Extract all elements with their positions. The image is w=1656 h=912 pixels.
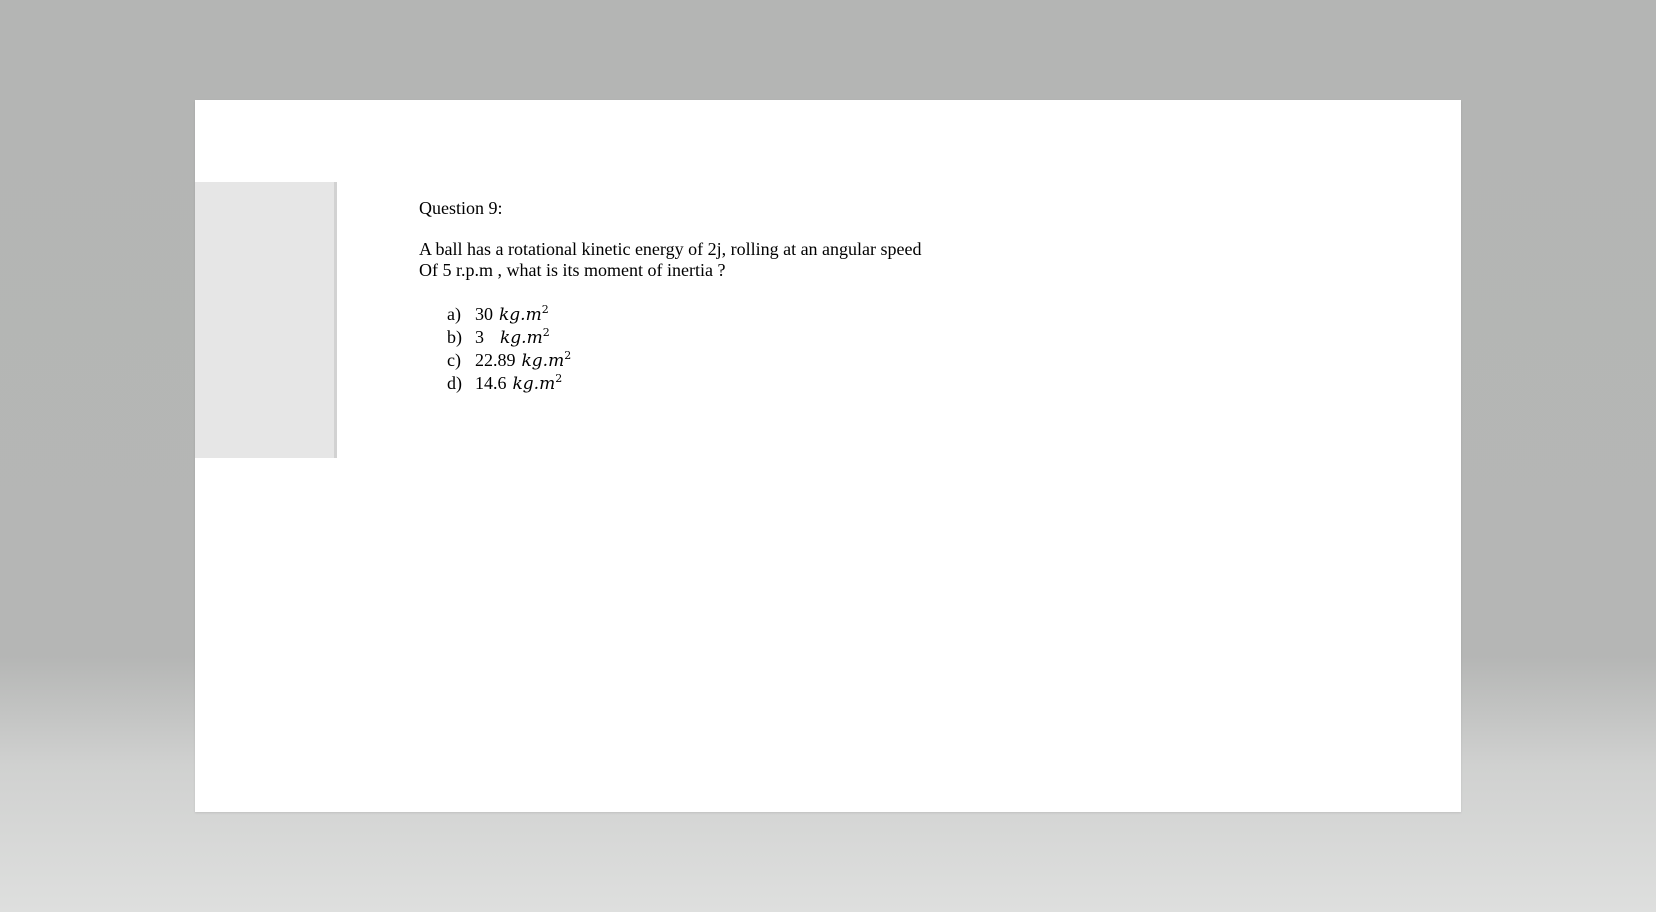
- answer-options: [447, 303, 922, 395]
- option-unit: $kg.m^2$: [521, 349, 572, 371]
- unit-exponent: 2: [555, 372, 563, 385]
- option-letter: a): [447, 304, 461, 324]
- unit-exponent: 2: [541, 303, 549, 316]
- option-value: 14.6: [475, 373, 507, 393]
- option-a: [447, 303, 922, 326]
- question-title: Question 9:: [419, 198, 503, 218]
- option-letter: b): [447, 327, 462, 347]
- side-panel: [195, 182, 337, 458]
- question-line-2: Of 5 r.p.m , what is its moment of inertia ?: [419, 260, 726, 280]
- unit-exponent: 2: [542, 326, 550, 339]
- option-value: 22.89: [475, 350, 516, 370]
- option-letter: d): [447, 373, 462, 393]
- option-letter: c): [447, 350, 461, 370]
- question-text: [419, 239, 922, 281]
- option-unit: $kg.m^2$: [500, 326, 550, 348]
- question-line-1: A ball has a rotational kinetic energy of 2j, rolling at an angular speed: [419, 239, 922, 259]
- option-d: [447, 372, 922, 395]
- document-page: [195, 100, 1461, 812]
- unit-exponent: 2: [564, 349, 572, 362]
- option-value: 30: [475, 304, 493, 324]
- option-b: [447, 326, 922, 349]
- option-unit: $kg.m^2$: [512, 372, 563, 394]
- option-c: [447, 349, 922, 372]
- question-block: [419, 197, 922, 395]
- option-value: 3: [475, 327, 484, 347]
- option-unit: $kg.m^2$: [499, 303, 549, 325]
